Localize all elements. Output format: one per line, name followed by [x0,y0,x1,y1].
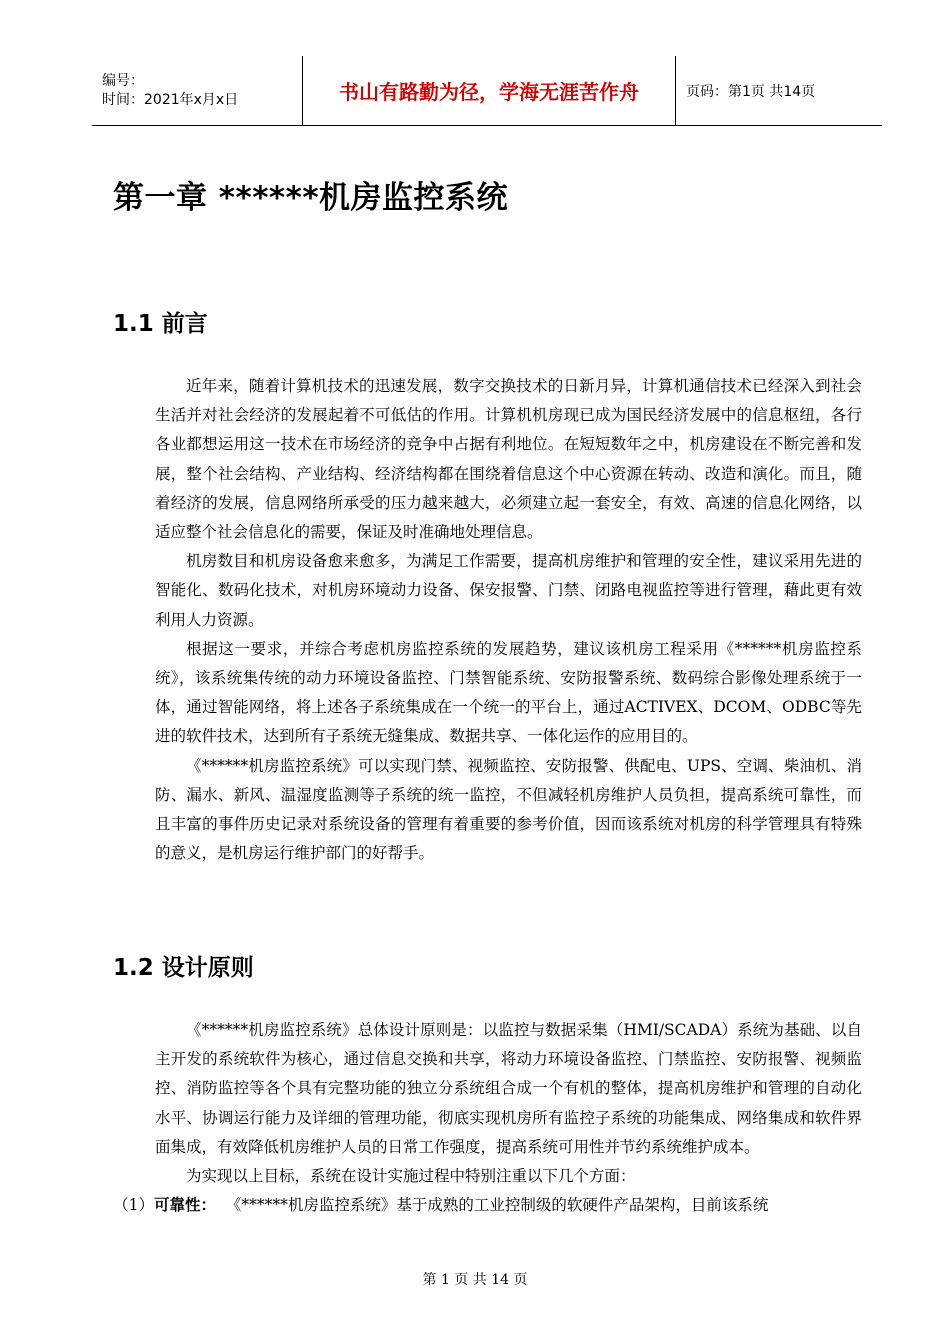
header-motto: 书山有路勤为径，学海无涯苦作舟 [303,56,676,126]
document-number-label: 编号： [102,72,144,89]
chapter-title: 第一章 ******机房监控系统 [113,180,509,216]
list-item-text: 《******机房监控系统》基于成熟的工业控制级的软硬件产品架构，目前该系统 [225,1196,769,1215]
list-item-reliability [115,1191,862,1220]
list-item-label: 可靠性： [154,1196,217,1215]
section-body-design-principles [113,1016,862,1220]
paragraph: 为实现以上目标，系统在设计实施过程中特别注重以下几个方面： [186,1167,636,1186]
list-item-prefix: （1） [113,1196,155,1215]
paragraph: 根据这一要求，并综合考虑机房监控系统的发展趋势，建议该机房工程采用《******机房监控系统》，该系统集传统的动力环境设备监控、门禁智能系统、安防报警系统、数码综合影像处理系统于一体，通过智能网络，将上述各子系统集成在一个统一的平台上，通过ACTIVEX、DCOM、ODBC等先进的软件技术，达到所有子系统无缝集成、数据共享、一体化运作的应用目的。 [155,639,862,746]
section-body-preface [155,372,862,868]
header-meta [92,56,303,126]
header-page-info: 页码：第1页 共14页 [676,56,883,126]
page-header [92,56,882,126]
paragraph: 近年来，随着计算机技术的迅速发展，数字交换技术的日新月异，计算机通信技术已经深入到社会生活并对社会经济的发展起着不可低估的作用。计算机机房现已成为国民经济发展中的信息枢纽，各行各业都想运用这一技术在市场经济的竞争中占据有利地位。在短短数年之中，机房建设在不断完善和发展，整个社会结构、产业结构、经济结构都在围绕着信息这个中心资源在转动、改造和演化。而且，随着经济的发展，信息网络所承受的压力越来越大，必须建立起一套安全，有效、高速的信息化网络，以适应整个社会信息化的需要，保证及时准确地处理信息。 [155,377,862,542]
page-footer: 第 1 页 共 14 页 [422,1272,528,1288]
paragraph: 《******机房监控系统》总体设计原则是：以监控与数据采集（HMI/SCADA）系统为基础、以自主开发的系统软件为核心，通过信息交换和共享，将动力环境设备监控、门禁监控、安防报警、视频监控、消防监控等各个具有完整功能的独立分系统组合成一个有机的整体，提高机房维护和管理的自动化水平、协调运行能力及详细的管理功能，彻底实现机房所有监控子系统的功能集成、网络集成和软件界面集成，有效降低机房维护人员的日常工作强度，提高系统可用性并节约系统维护成本。 [155,1021,862,1156]
section-title-preface: 1.1 前言 [113,311,208,337]
paragraph: 《******机房监控系统》可以实现门禁、视频监控、安防报警、供配电、UPS、空调、柴油机、消防、漏水、新风、温湿度监测等子系统的统一监控，不但减轻机房维护人员负担，提高系统可靠性，而且丰富的事件历史记录对系统设备的管理有着重要的参考价值，因而该系统对机房的科学管理具有特殊的意义，是机房运行维护部门的好帮手。 [155,756,862,863]
paragraph: 机房数目和机房设备愈来愈多，为满足工作需要，提高机房维护和管理的安全性，建议采用先进的智能化、数码化技术，对机房环境动力设备、保安报警、门禁、闭路电视监控等进行管理，藉此更有效利用人力资源。 [155,552,862,629]
document-time-label: 时间：2021年x月x日 [102,91,239,108]
section-title-design-principles: 1.2 设计原则 [113,955,254,981]
